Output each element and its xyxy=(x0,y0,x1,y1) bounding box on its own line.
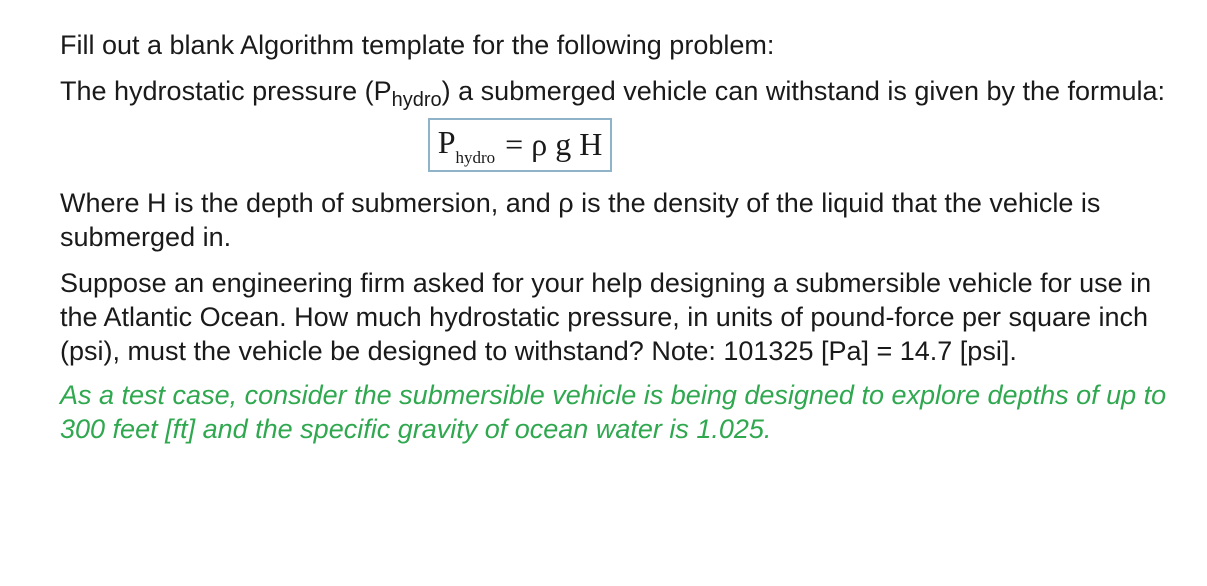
formula-symbol: P xyxy=(437,124,456,160)
formula-subscript: hydro xyxy=(455,148,496,167)
intro-text-before: The hydrostatic pressure (P xyxy=(60,76,392,106)
document-content xyxy=(60,28,1180,446)
problem-paragraph: Suppose an engineering firm asked for your help designing a submersible vehicle for use in the Atlantic Ocean. How much hydrostatic pressure, in units of pound-force per square inch (psi), must the vehicle be designed to withstand? Note: 101325 [Pa] = 14.7 [psi]. xyxy=(60,268,1152,366)
instruction-text: Fill out a blank Algorithm template for the following problem: xyxy=(60,30,775,60)
formula-row xyxy=(60,118,1180,172)
formula-box xyxy=(428,118,613,172)
intro-subscript: hydro xyxy=(391,89,442,111)
formula-rhs: = ρ g H xyxy=(505,126,603,162)
definitions-paragraph: Where H is the depth of submersion, and ρ is the density of the liquid that the vehicle is submerged in. xyxy=(60,188,1101,252)
test-case-paragraph: As a test case, consider the submersible vehicle is being designed to explore depths of up to 300 feet [ft] and the specific gravity of ocean water is 1.025. xyxy=(60,380,1167,444)
intro-paragraph xyxy=(60,74,1180,111)
intro-text-after: ) a submerged vehicle can withstand is given by the formula: xyxy=(441,76,1166,106)
